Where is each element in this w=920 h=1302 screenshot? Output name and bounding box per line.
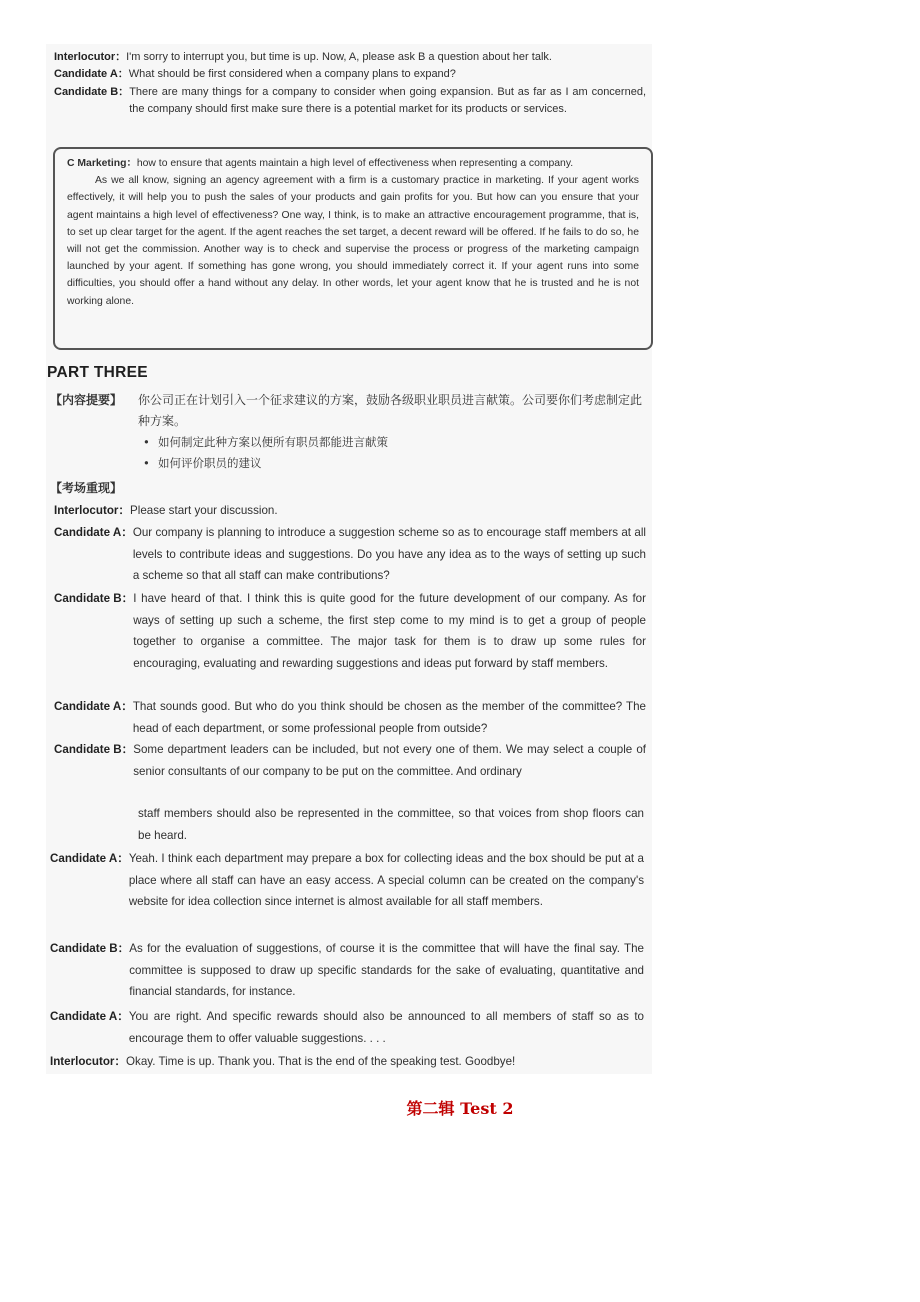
content-summary [50,390,650,474]
section-title: 第二辑 Test 2 [406,1099,514,1118]
part-three-heading: PART THREE [47,364,148,381]
topic-label: C Marketing： [67,158,137,169]
summary-text: 你公司正在计划引入一个征求建议的方案，鼓励各级职业职员进言献策。公司要你们考虑制定此种方案。 [138,393,643,428]
dialogue-line-candidate-a-1 [54,66,646,83]
dialogue-line-interlocutor-2 [54,500,646,522]
dialogue-text: That sounds good. But who do you think should be chosen as the member of the committee? The head of each department, or some professional people from outside? [132,700,646,735]
dialogue-line-candidate-a-5 [50,1006,644,1049]
speaker-label: Candidate B： [54,86,130,98]
topic-text: how to ensure that agents maintain a high level of effectiveness when representing a company. [136,158,574,169]
speaker-label: Candidate B： [50,942,130,955]
dialogue-text: Okay. Time is up. Thank you. That is the end of the speaking test. Goodbye! [126,1055,516,1068]
dialogue-text: I have heard of that. I think this is quite good for the future development of our company. As for ways of setting up such a scheme, the first step come to my mind is to get a group of people together to organise a committee. The major task for them is to draw up some rules for encouraging, evaluating and rewarding suggestions and ideas put forward by staff members. [133,592,646,670]
dialogue-text: You are right. And specific rewards should also be announced to all members of staff so as to encourage them to offer valuable suggestions. . . . [128,1010,644,1045]
dialogue-text: What should be first considered when a company plans to expand? [128,68,456,80]
dialogue-line-interlocutor-3 [50,1051,644,1073]
speaker-label: Candidate A： [50,852,129,865]
speaker-label: Interlocutor： [54,51,127,63]
dialogue-line-candidate-b-3 [54,739,646,782]
topic-body: As we all know, signing an agency agreement with a firm is a customary practice in marketing. If your agent works effectively, it will help you to push the sales of your products and gain profits for you. But how can you ensure that your agent maintains a high level of effectiveness? One way, I think, is to make an attractive encouragement programme, that is, to set up clear target for the agent. If the agent reaches the set target, a decent reward will be offered. If he fails to do so, he will not get the commission. Another way is to check and supervise the process or progress of the marketing campaign launched by your agent. If something has gone wrong, you should immediately correct it. If your agent runs into some difficulties, you should offer a hand without any delay. In other words, let your agent know that he is trusted and he is not working alone. [67,175,639,307]
scene-label: 【考场重现】 [50,481,123,495]
speaker-label: Candidate B： [54,743,134,756]
speaker-label: Interlocutor： [50,1055,127,1068]
dialogue-line-candidate-b-1 [54,84,646,119]
summary-bullet-list [50,432,650,474]
speaker-label: Candidate A： [54,68,129,80]
marketing-topic-box [53,147,653,350]
dialogue-line-candidate-b-4 [50,938,644,1003]
speaker-label: Candidate A： [54,700,133,713]
dialogue-line-candidate-a-4 [50,848,644,913]
summary-bullet: • 如何评价职员的建议 [138,453,650,474]
dialogue-text: Some department leaders can be included, but not every one of them. We may select a couple of senior consultants of our company to be put on the committee. And ordinary [133,743,646,778]
speaker-label: Candidate A： [50,1010,129,1023]
dialogue-continuation [138,803,644,846]
speaker-label: Interlocutor： [54,504,131,517]
topic-heading [67,155,639,172]
dialogue-text: There are many things for a company to consider when going expansion. But as far as I am concerned, the company should first make sure there is a potential market for its products or services. [129,86,646,116]
speaker-label: Candidate B： [54,592,134,605]
dialogue-line-candidate-b-2 [54,588,646,674]
dialogue-line-candidate-a-3 [54,696,646,739]
dialogue-text: I'm sorry to interrupt you, but time is up. Now, A, please ask B a question about her talk. [126,51,552,63]
dialogue-line-candidate-a-2 [54,522,646,587]
dialogue-text: Yeah. I think each department may prepare a box for collecting ideas and the box should be put at a place where all staff can have an easy access. A special column can be created on the company's website for idea collection since internet is almost available for all staff members. [128,852,644,909]
dialogue-text: As for the evaluation of suggestions, of course it is the committee that will have the final say. The committee is supposed to draw up specific standards for the sake of evaluating, quantitative and financial standards, for instance. [129,942,644,999]
dialogue-text: Please start your discussion. [130,504,278,517]
summary-bullet: • 如何制定此种方案以便所有职员都能进言献策 [138,432,650,453]
dialogue-text: staff members should also be represented in the committee, so that voices from shop floors can be heard. [138,807,644,842]
dialogue-line-interlocutor-1 [54,49,646,66]
speaker-label: Candidate A： [54,526,133,539]
dialogue-text: Our company is planning to introduce a suggestion scheme so as to encourage staff members at all levels to contribute ideas and suggestions. Do you have any idea as to the ways of setting up such a scheme so that all staff can make contributions? [132,526,646,583]
summary-label: 【内容提要】 [50,393,123,407]
